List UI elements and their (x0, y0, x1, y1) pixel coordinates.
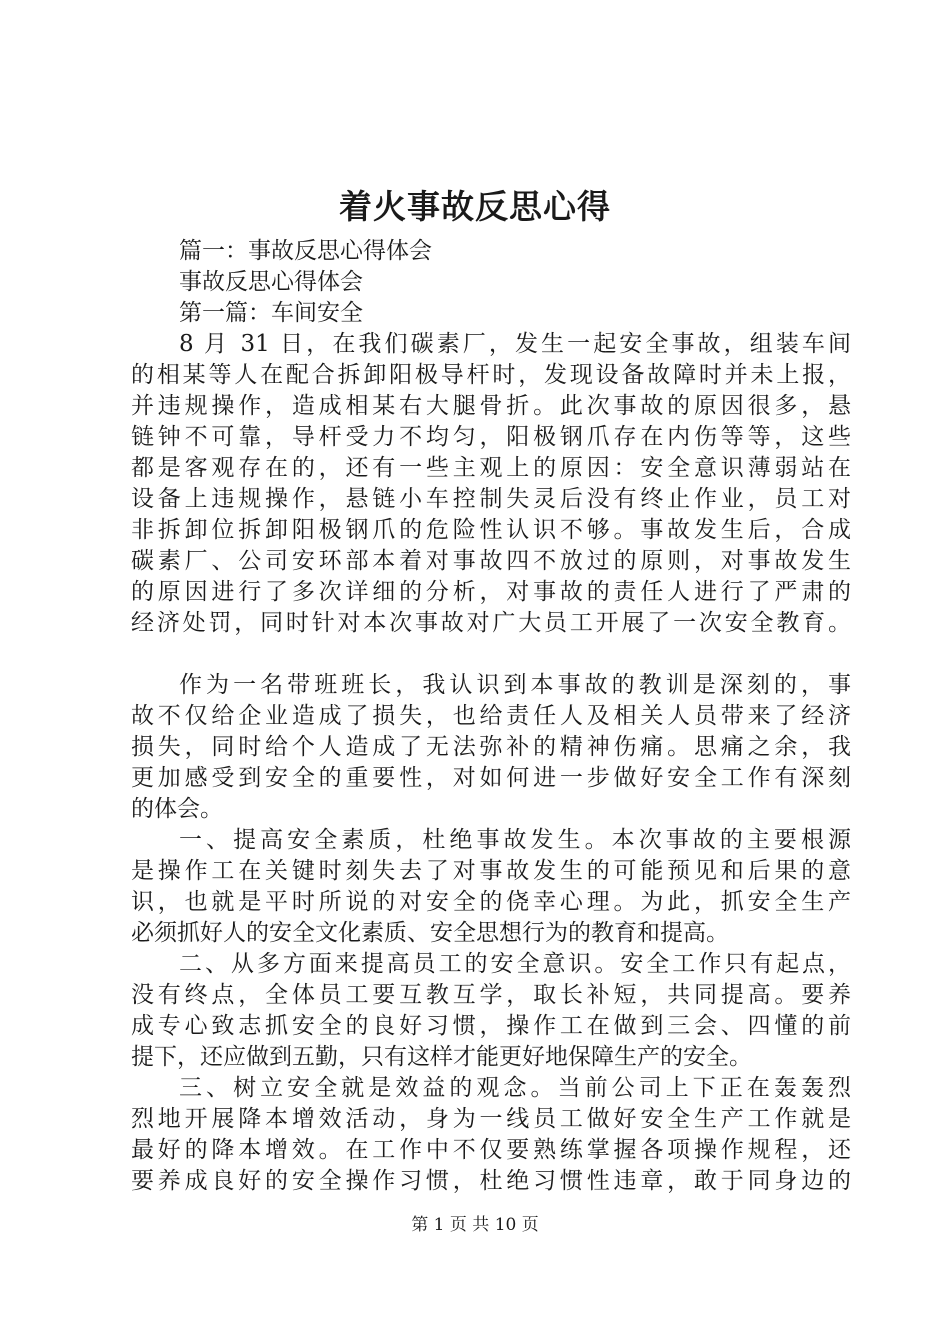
paragraph-line: 作为一名带班班长，我认识到本事故的教训是深刻的，事 (179, 672, 851, 698)
paragraph-line: 并违规操作，造成相某右大腿骨折。此次事故的原因很多，悬 (131, 393, 851, 419)
paragraph-line: 烈地开展降本增效活动，身为一线员工做好安全生产工作就是 (131, 1106, 851, 1132)
subheading: 第一篇：车间安全 (179, 300, 363, 326)
paragraph-line: 识，也就是平时所说的对安全的侥幸心理。为此，抓安全生产 (131, 889, 851, 915)
paragraph-line: 损失，同时给个人造成了无法弥补的精神伤痛。思痛之余，我 (131, 734, 851, 760)
paragraph-line: 故不仅给企业造成了损失，也给责任人及相关人员带来了经济 (131, 703, 851, 729)
paragraph-line: 设备上违规操作，悬链小车控制失灵后没有终止作业，员工对 (131, 486, 851, 512)
paragraph-line: 都是客观存在的，还有一些主观上的原因：安全意识薄弱站在 (131, 455, 851, 481)
paragraph-line: 没有终点，全体员工要互教互学，取长补短，共同提高。要养 (131, 982, 851, 1008)
document-body (131, 236, 851, 1197)
paragraph-line: 经济处罚，同时针对本次事故对广大员工开展了一次安全教育。 (131, 610, 851, 636)
paragraph-line: 二、从多方面来提高员工的安全意识。安全工作只有起点， (179, 951, 851, 977)
paragraph-line: 更加感受到安全的重要性，对如何进一步做好安全工作有深刻 (131, 765, 851, 791)
paragraph-line: 的相某等人在配合拆卸阳极导杆时，发现设备故障时并未上报， (131, 362, 851, 388)
paragraph-line: 一、提高安全素质，杜绝事故发生。本次事故的主要根源 (179, 827, 851, 853)
paragraph-line: 提下，还应做到五勤，只有这样才能更好地保障生产的安全。 (131, 1044, 752, 1070)
paragraph-line: 链钟不可靠，导杆受力不均匀，阳极钢爪存在内伤等等，这些 (131, 424, 851, 450)
paragraph-line: 8 月 31 日，在我们碳素厂，发生一起安全事故，组装车间 (179, 331, 851, 357)
paragraph-line: 必须抓好人的安全文化素质、安全思想行为的教育和提高。 (131, 920, 729, 946)
paragraph-line: 非拆卸位拆卸阳极钢爪的危险性认识不够。事故发生后，合成 (131, 517, 851, 543)
document-title: 着火事故反思心得 (339, 187, 611, 226)
paragraph-line: 成专心致志抓安全的良好习惯，操作工在做到三会、四懂的前 (131, 1013, 851, 1039)
paragraph-line: 三、树立安全就是效益的观念。当前公司上下正在轰轰烈 (179, 1075, 851, 1101)
paragraph-gap (131, 639, 851, 670)
paragraph-line: 的原因进行了多次详细的分析，对事故的责任人进行了严肃的 (131, 579, 851, 605)
page-number-footer: 第 1 页 共 10 页 (411, 1215, 539, 1235)
subheading: 事故反思心得体会 (179, 269, 363, 295)
paragraph-line: 要养成良好的安全操作习惯，杜绝习惯性违章，敢于同身边的 (131, 1168, 851, 1194)
paragraph-line: 最好的降本增效。在工作中不仅要熟练掌握各项操作规程，还 (131, 1137, 851, 1163)
paragraph-line: 的体会。 (131, 796, 223, 822)
paragraph-line: 碳素厂、公司安环部本着对事故四不放过的原则，对事故发生 (131, 548, 851, 574)
section-heading: 篇一：事故反思心得体会 (179, 238, 432, 264)
paragraph-line: 是操作工在关键时刻失去了对事故发生的可能预见和后果的意 (131, 858, 851, 884)
